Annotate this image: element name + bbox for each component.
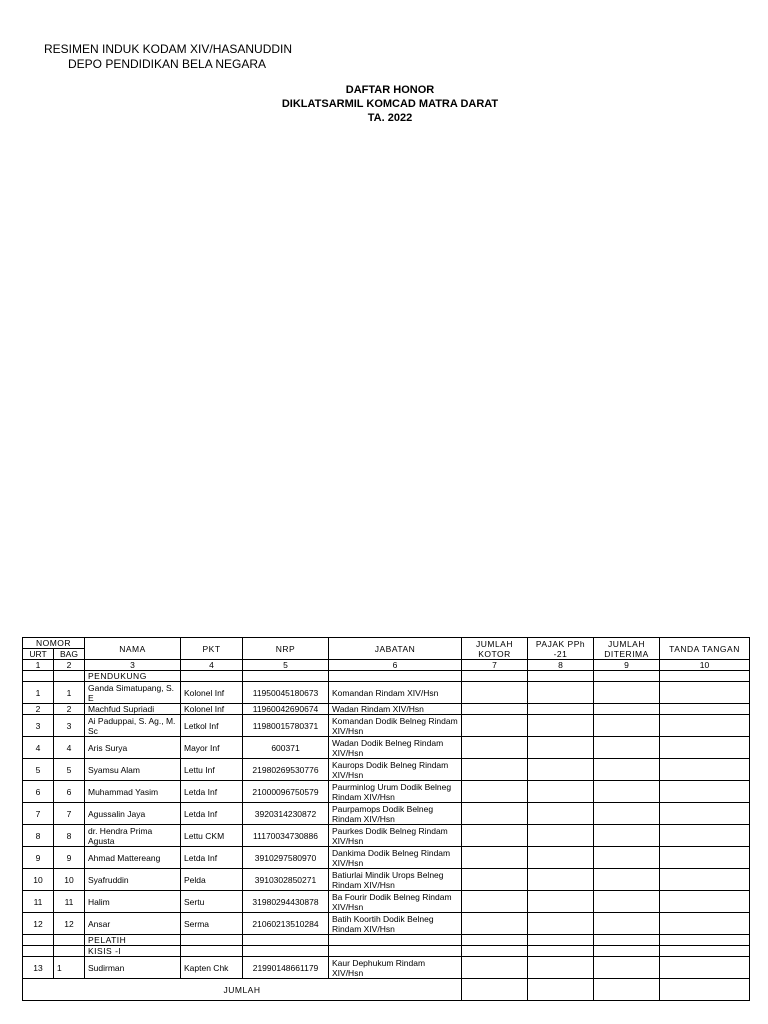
cell-pkt: Lettu CKM <box>181 825 243 847</box>
column-number: 10 <box>660 660 750 671</box>
cell-bag: 4 <box>54 737 85 759</box>
cell-pajak <box>528 759 594 781</box>
header-nrp: NRP <box>243 638 329 660</box>
cell-urt: 7 <box>23 803 54 825</box>
cell-jumlah-kotor <box>462 704 528 715</box>
cell-nrp: 21000096750579 <box>243 781 329 803</box>
cell-jabatan: Kaurops Dodik Belneg Rindam XIV/Hsn <box>329 759 462 781</box>
cell-pajak <box>528 825 594 847</box>
cell-urt: 11 <box>23 891 54 913</box>
cell-jumlah-kotor <box>462 825 528 847</box>
cell-nrp: 600371 <box>243 737 329 759</box>
header-jumlah-diterima: JUMLAH DITERIMA <box>594 638 660 660</box>
cell-bag: 5 <box>54 759 85 781</box>
cell-bag: 8 <box>54 825 85 847</box>
cell-tanda-tangan <box>660 913 750 935</box>
cell-jumlah-kotor <box>462 803 528 825</box>
cell-nrp: 11960042690674 <box>243 704 329 715</box>
cell-pkt: Letda Inf <box>181 781 243 803</box>
header-tanda-tangan: TANDA TANGAN <box>660 638 750 660</box>
table-row <box>23 682 750 704</box>
cell-tanda-tangan <box>660 715 750 737</box>
cell-jumlah-diterima <box>594 869 660 891</box>
cell-nama: Syamsu Alam <box>85 759 181 781</box>
cell-jumlah-diterima <box>594 825 660 847</box>
cell-pkt: Letda Inf <box>181 847 243 869</box>
cell-jumlah-kotor <box>462 847 528 869</box>
cell-jumlah-kotor <box>462 957 528 979</box>
section-label-pelatih: PELATIH <box>85 935 181 946</box>
cell-nrp: 21060213510284 <box>243 913 329 935</box>
cell-tanda-tangan <box>660 704 750 715</box>
cell-jabatan: Wadan Rindam XIV/Hsn <box>329 704 462 715</box>
cell-urt: 2 <box>23 704 54 715</box>
document-title: DAFTAR HONOR <box>345 84 435 96</box>
cell-pajak <box>528 715 594 737</box>
cell-bag: 3 <box>54 715 85 737</box>
document-subtitle: DIKLATSARMIL KOMCAD MATRA DARAT <box>281 98 499 110</box>
cell-bag: 2 <box>54 704 85 715</box>
column-number: 9 <box>594 660 660 671</box>
column-number-row <box>23 660 750 671</box>
cell-pkt: Kolonel Inf <box>181 682 243 704</box>
cell-nama: Agussalin Jaya <box>85 803 181 825</box>
cell-tanda-tangan <box>660 891 750 913</box>
table-row <box>23 759 750 781</box>
section-label-pendukung: PENDUKUNG <box>85 671 181 682</box>
cell-jumlah-diterima <box>594 715 660 737</box>
cell-pkt: Kapten Chk <box>181 957 243 979</box>
cell-jabatan: Kaur Dephukum Rindam XIV/Hsn <box>329 957 462 979</box>
total-row <box>23 979 750 1001</box>
cell-tanda-tangan <box>660 759 750 781</box>
cell-urt: 3 <box>23 715 54 737</box>
cell-pkt: Lettu Inf <box>181 759 243 781</box>
header-urt: URT <box>23 649 54 660</box>
header-pajak: PAJAK PPh -21 <box>528 638 594 660</box>
column-number: 6 <box>329 660 462 671</box>
cell-jumlah-kotor <box>462 869 528 891</box>
cell-jabatan: Paurkes Dodik Belneg Rindam XIV/Hsn <box>329 825 462 847</box>
cell-jumlah-diterima <box>594 891 660 913</box>
cell-jabatan: Batiurlai Mindik Urops Belneg Rindam XIV/Hsn <box>329 869 462 891</box>
table-row <box>23 957 750 979</box>
cell-jabatan: Komandan Dodik Belneg Rindam XIV/Hsn <box>329 715 462 737</box>
cell-nama: Ai Paduppai, S. Ag., M. Sc <box>85 715 181 737</box>
column-number: 7 <box>462 660 528 671</box>
cell-nrp: 11980015780371 <box>243 715 329 737</box>
cell-jabatan: Batih Koortih Dodik Belneg Rindam XIV/Hsn <box>329 913 462 935</box>
cell-nama: Syafruddin <box>85 869 181 891</box>
cell-jabatan: Paurpamops Dodik Belneg Rindam XIV/Hsn <box>329 803 462 825</box>
cell-jumlah-diterima <box>594 682 660 704</box>
total-label: JUMLAH <box>23 979 462 1001</box>
cell-tanda-tangan <box>660 682 750 704</box>
cell-bag: 7 <box>54 803 85 825</box>
cell-jabatan: Dankima Dodik Belneg Rindam XIV/Hsn <box>329 847 462 869</box>
cell-nama: Aris Surya <box>85 737 181 759</box>
cell-nrp: 11950045180673 <box>243 682 329 704</box>
cell-nrp: 11170034730886 <box>243 825 329 847</box>
header-jabatan: JABATAN <box>329 638 462 660</box>
cell-jumlah-kotor <box>462 737 528 759</box>
cell-jumlah-diterima <box>594 781 660 803</box>
column-number: 5 <box>243 660 329 671</box>
cell-pajak <box>528 704 594 715</box>
cell-nama: Muhammad Yasim <box>85 781 181 803</box>
table-row <box>23 847 750 869</box>
header-pkt: PKT <box>181 638 243 660</box>
column-number: 1 <box>23 660 54 671</box>
cell-nama: Halim <box>85 891 181 913</box>
section-row-kisis <box>23 946 750 957</box>
table-row <box>23 869 750 891</box>
cell-jabatan: Ba Fourir Dodik Belneg Rindam XIV/Hsn <box>329 891 462 913</box>
column-number: 2 <box>54 660 85 671</box>
section-row-pendukung <box>23 671 750 682</box>
cell-urt: 9 <box>23 847 54 869</box>
cell-nrp: 21980269530776 <box>243 759 329 781</box>
cell-nama: Ganda Simatupang, S. E <box>85 682 181 704</box>
cell-jabatan: Wadan Dodik Belneg Rindam XIV/Hsn <box>329 737 462 759</box>
cell-urt: 1 <box>23 682 54 704</box>
cell-pajak <box>528 891 594 913</box>
table-row <box>23 704 750 715</box>
cell-jumlah-kotor <box>462 715 528 737</box>
cell-pkt: Mayor Inf <box>181 737 243 759</box>
total-jumlah-diterima <box>594 979 660 1001</box>
cell-urt: 10 <box>23 869 54 891</box>
column-number: 8 <box>528 660 594 671</box>
cell-pkt: Letda Inf <box>181 803 243 825</box>
cell-tanda-tangan <box>660 781 750 803</box>
cell-jabatan: Komandan Rindam XIV/Hsn <box>329 682 462 704</box>
cell-bag: 6 <box>54 781 85 803</box>
cell-pkt: Sertu <box>181 891 243 913</box>
cell-jumlah-kotor <box>462 781 528 803</box>
cell-pajak <box>528 781 594 803</box>
total-jumlah-kotor <box>462 979 528 1001</box>
cell-bag: 1 <box>54 957 85 979</box>
org-line-2: DEPO PENDIDIKAN BELA NEGARA <box>68 57 267 71</box>
cell-jumlah-diterima <box>594 737 660 759</box>
cell-nrp: 31980294430878 <box>243 891 329 913</box>
table-row <box>23 825 750 847</box>
cell-pajak <box>528 869 594 891</box>
cell-jumlah-diterima <box>594 913 660 935</box>
cell-urt: 4 <box>23 737 54 759</box>
cell-urt: 8 <box>23 825 54 847</box>
section-label-kisis: KISIS -I <box>85 946 181 957</box>
cell-pkt: Pelda <box>181 869 243 891</box>
cell-jumlah-kotor <box>462 913 528 935</box>
document-year: TA. 2022 <box>367 112 413 124</box>
cell-pajak <box>528 803 594 825</box>
table-row <box>23 781 750 803</box>
cell-pkt: Serma <box>181 913 243 935</box>
cell-tanda-tangan <box>660 869 750 891</box>
honor-table <box>22 637 750 1001</box>
cell-jumlah-kotor <box>462 759 528 781</box>
header-bag: BAG <box>54 649 85 660</box>
table-row <box>23 737 750 759</box>
org-line-1: RESIMEN INDUK KODAM XIV/HASANUDDIN <box>44 42 293 56</box>
cell-nrp: 3910302850271 <box>243 869 329 891</box>
header-nama: NAMA <box>85 638 181 660</box>
column-number: 4 <box>181 660 243 671</box>
cell-nama: Machfud Supriadi <box>85 704 181 715</box>
column-number: 3 <box>85 660 181 671</box>
section-row-pelatih <box>23 935 750 946</box>
total-pajak <box>528 979 594 1001</box>
cell-tanda-tangan <box>660 803 750 825</box>
cell-urt: 5 <box>23 759 54 781</box>
cell-pajak <box>528 957 594 979</box>
cell-pajak <box>528 737 594 759</box>
table-row <box>23 803 750 825</box>
table-row <box>23 891 750 913</box>
cell-bag: 1 <box>54 682 85 704</box>
total-tanda-tangan <box>660 979 750 1001</box>
cell-pkt: Kolonel Inf <box>181 704 243 715</box>
cell-bag: 10 <box>54 869 85 891</box>
cell-bag: 11 <box>54 891 85 913</box>
table-row <box>23 913 750 935</box>
cell-pkt: Letkol Inf <box>181 715 243 737</box>
cell-urt: 12 <box>23 913 54 935</box>
header-jumlah-kotor: JUMLAH KOTOR <box>462 638 528 660</box>
cell-urt: 13 <box>23 957 54 979</box>
cell-urt: 6 <box>23 781 54 803</box>
cell-nama: dr. Hendra Prima Agusta <box>85 825 181 847</box>
cell-pajak <box>528 913 594 935</box>
cell-nrp: 3920314230872 <box>243 803 329 825</box>
table-row <box>23 715 750 737</box>
cell-jumlah-diterima <box>594 847 660 869</box>
cell-tanda-tangan <box>660 847 750 869</box>
cell-jumlah-kotor <box>462 891 528 913</box>
cell-nama: Sudirman <box>85 957 181 979</box>
cell-jumlah-kotor <box>462 682 528 704</box>
cell-jabatan: Paurminlog Urum Dodik Belneg Rindam XIV/Hsn <box>329 781 462 803</box>
cell-tanda-tangan <box>660 825 750 847</box>
header-nomor: NOMOR <box>23 638 85 649</box>
cell-jumlah-diterima <box>594 704 660 715</box>
cell-nrp: 21990148661179 <box>243 957 329 979</box>
cell-pajak <box>528 682 594 704</box>
cell-jumlah-diterima <box>594 759 660 781</box>
cell-tanda-tangan <box>660 737 750 759</box>
cell-jumlah-diterima <box>594 803 660 825</box>
cell-nrp: 3910297580970 <box>243 847 329 869</box>
cell-nama: Ansar <box>85 913 181 935</box>
cell-jumlah-diterima <box>594 957 660 979</box>
cell-bag: 12 <box>54 913 85 935</box>
cell-bag: 9 <box>54 847 85 869</box>
cell-nama: Ahmad Mattereang <box>85 847 181 869</box>
cell-pajak <box>528 847 594 869</box>
cell-tanda-tangan <box>660 957 750 979</box>
